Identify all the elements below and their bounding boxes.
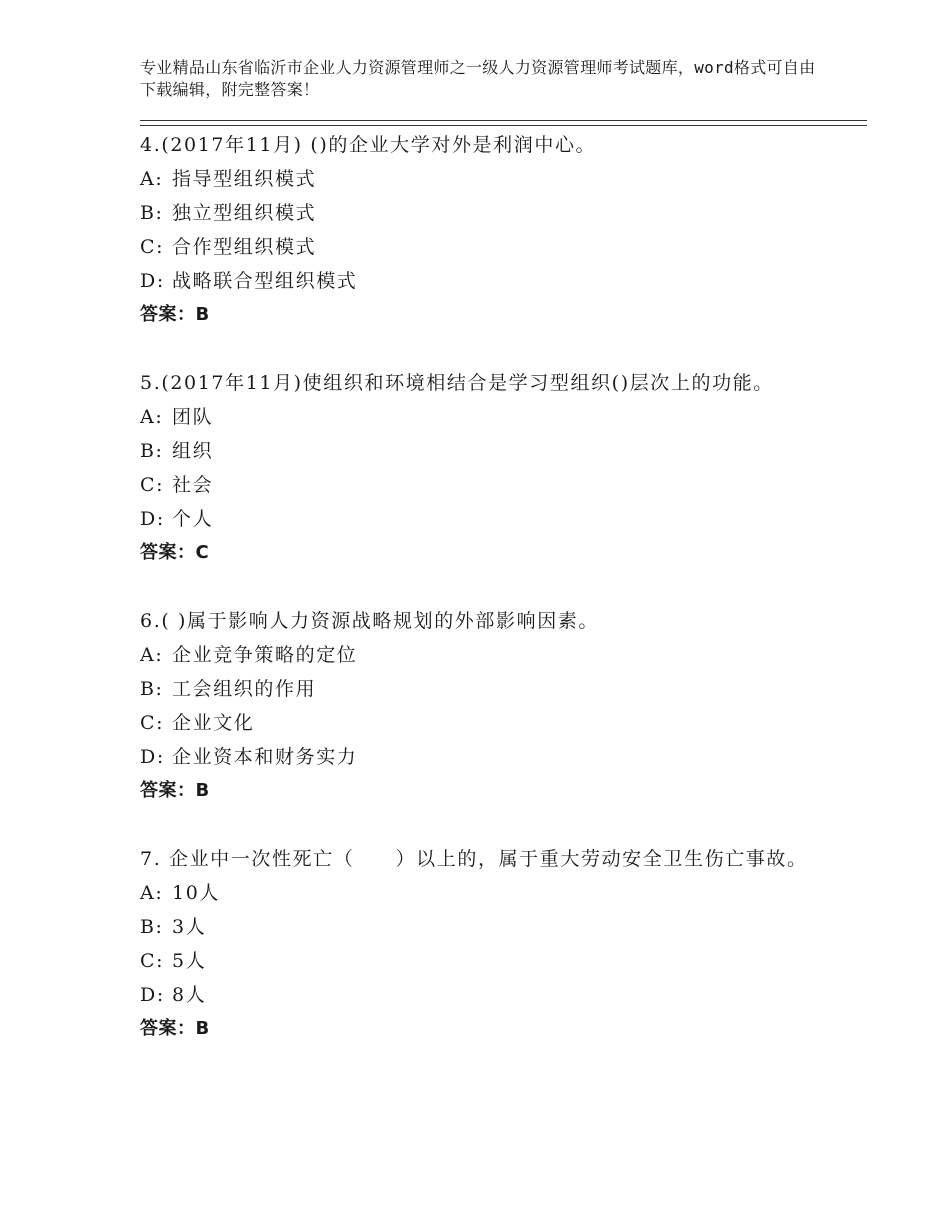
document-header: 专业精品山东省临沂市企业人力资源管理师之一级人力资源管理师考试题库，word格式可自由下载编辑，附完整答案！	[140, 58, 816, 99]
option-text: 工会组织的作用	[172, 678, 317, 700]
option-key: A:	[140, 406, 164, 428]
option-key: A:	[140, 644, 164, 666]
option-b	[140, 196, 820, 230]
option-key: A:	[140, 882, 164, 904]
option-c	[140, 706, 820, 740]
question-7	[140, 842, 820, 1046]
answer-label: 答案：B	[140, 304, 210, 325]
spacer	[140, 808, 820, 842]
question-5	[140, 366, 820, 570]
option-key: C:	[140, 474, 165, 496]
option-text: 组织	[172, 440, 214, 462]
option-c	[140, 230, 820, 264]
option-text: 独立型组织模式	[172, 202, 317, 224]
option-text: 战略联合型组织模式	[172, 270, 358, 292]
option-text: 指导型组织模式	[172, 168, 317, 190]
option-text: 10人	[172, 882, 220, 904]
option-key: B:	[140, 202, 164, 224]
question-stem: 4.(2017年11月) ()的企业大学对外是利润中心。	[140, 134, 597, 156]
question-list	[140, 128, 820, 1046]
option-b	[140, 672, 820, 706]
option-text: 3人	[172, 916, 207, 938]
question-stem: 7. 企业中一次性死亡（ ）以上的，属于重大劳动安全卫生伤亡事故。	[140, 848, 808, 870]
option-c	[140, 468, 820, 502]
question-4	[140, 128, 820, 332]
option-key: D:	[140, 984, 165, 1006]
option-d	[140, 740, 820, 774]
option-c	[140, 944, 820, 978]
option-text: 5人	[172, 950, 207, 972]
option-d	[140, 502, 820, 536]
option-key: D:	[140, 508, 165, 530]
option-key: B:	[140, 678, 164, 700]
option-d	[140, 264, 820, 298]
option-a	[140, 400, 820, 434]
answer-label: 答案：C	[140, 542, 210, 563]
option-a	[140, 876, 820, 910]
option-a	[140, 162, 820, 196]
option-d	[140, 978, 820, 1012]
option-key: C:	[140, 236, 165, 258]
option-text: 企业竞争策略的定位	[172, 644, 358, 666]
spacer	[140, 332, 820, 366]
option-text: 团队	[172, 406, 214, 428]
option-key: A:	[140, 168, 164, 190]
option-b	[140, 434, 820, 468]
option-b	[140, 910, 820, 944]
option-key: B:	[140, 916, 164, 938]
option-a	[140, 638, 820, 672]
question-6	[140, 604, 820, 808]
option-key: C:	[140, 712, 165, 734]
option-text: 个人	[172, 508, 214, 530]
option-key: D:	[140, 746, 165, 768]
question-stem: 6.( )属于影响人力资源战略规划的外部影响因素。	[140, 610, 599, 632]
option-key: B:	[140, 440, 164, 462]
option-text: 8人	[172, 984, 207, 1006]
option-key: D:	[140, 270, 165, 292]
spacer	[140, 570, 820, 604]
option-key: C:	[140, 950, 165, 972]
header-double-rule	[140, 120, 867, 126]
option-text: 企业资本和财务实力	[172, 746, 358, 768]
answer-label: 答案：B	[140, 1018, 210, 1039]
option-text: 社会	[172, 474, 214, 496]
answer-label: 答案：B	[140, 780, 210, 801]
option-text: 合作型组织模式	[172, 236, 317, 258]
question-stem: 5.(2017年11月)使组织和环境相结合是学习型组织()层次上的功能。	[140, 372, 774, 394]
option-text: 企业文化	[172, 712, 255, 734]
